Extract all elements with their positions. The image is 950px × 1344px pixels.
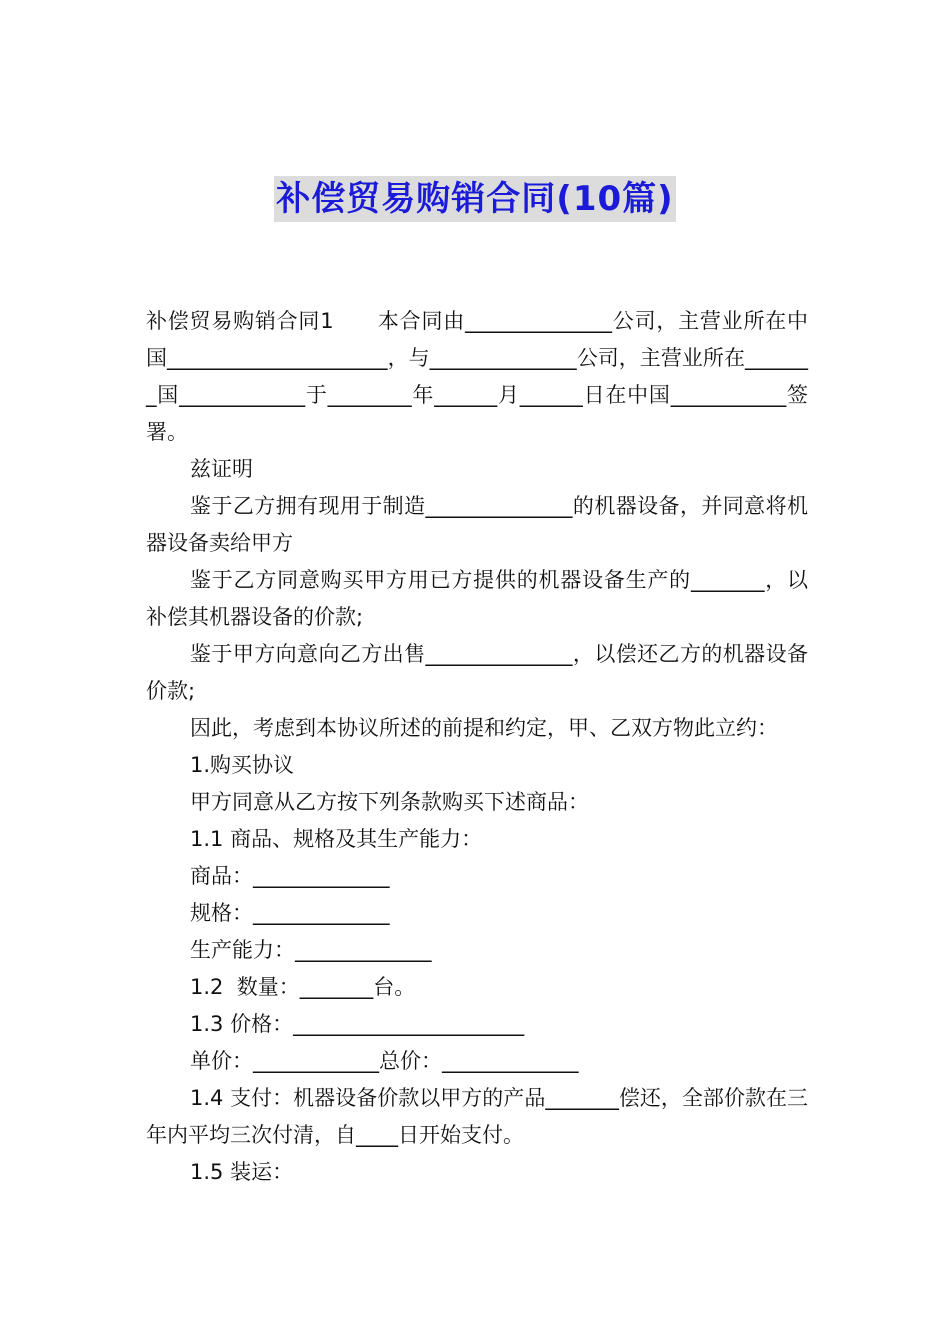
paragraph-intro: 补偿贸易购销合同1 本合同由______________公司，主营业所在中国_____________________，与______________公司，主营业所在_______国____________于________年______月______日在中国___________签署。 xyxy=(146,309,808,444)
document-body xyxy=(146,303,808,1191)
paragraph-whereas-2: 鉴于乙方同意购买甲方用已方提供的机器设备生产的_______，以补偿其机器设备的价款; xyxy=(146,568,808,629)
clause-1-4: 1.4 支付：机器设备价款以甲方的产品_______偿还，全部价款在三年内平均三次付清，自____日开始支付。 xyxy=(146,1086,808,1147)
paragraph-whereas-3: 鉴于甲方向意向乙方出售______________，以偿还乙方的机器设备价款; xyxy=(146,642,808,703)
clause-1-5: 1.5 装运： xyxy=(190,1160,294,1184)
paragraph-purchase-intro: 甲方同意从乙方按下列条款购买下述商品： xyxy=(190,790,589,814)
paragraph-therefore: 因此，考虑到本协议所述的前提和约定，甲、乙双方物此立约： xyxy=(190,716,778,740)
field-specification: 规格：_____________ xyxy=(190,901,390,925)
section-heading-purchase: 1.购买协议 xyxy=(190,753,295,777)
title-container xyxy=(0,176,950,222)
clause-1-3: 1.3 价格：______________________ xyxy=(190,1012,525,1036)
field-goods: 商品：_____________ xyxy=(190,864,390,888)
field-capacity: 生产能力：_____________ xyxy=(190,938,432,962)
paragraph-whereas-1: 鉴于乙方拥有现用于制造______________的机器设备，并同意将机器设备卖给甲方 xyxy=(146,494,808,555)
document-title: 补偿贸易购销合同(10篇) xyxy=(274,176,675,222)
field-unit-total-price: 单价：____________总价：_____________ xyxy=(190,1049,579,1073)
clause-1-1: 1.1 商品、规格及其生产能力： xyxy=(190,827,483,851)
paragraph-witness: 兹证明 xyxy=(190,457,253,481)
clause-1-2: 1.2 数量：_______台。 xyxy=(190,975,416,999)
